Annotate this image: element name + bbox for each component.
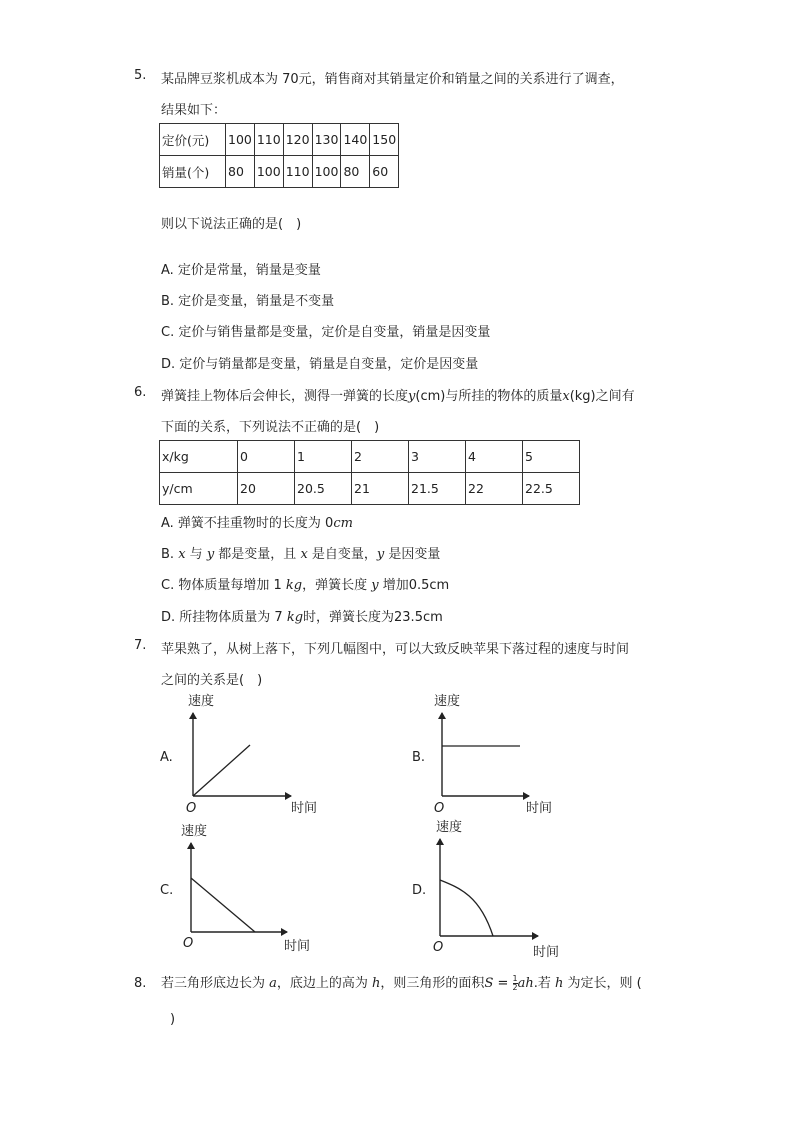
table-cell: 4 <box>466 441 523 473</box>
q6-option-c-unit: kg <box>285 578 303 593</box>
table-cell: 21.5 <box>409 473 466 505</box>
table-cell: 22.5 <box>523 473 580 505</box>
graph-origin-label: O <box>186 801 197 816</box>
table-cell: 20 <box>238 473 295 505</box>
q6-number: 6. <box>134 385 147 400</box>
q6-option-c-text: ，弹簧长度 <box>302 578 372 593</box>
table-cell: 140 <box>341 124 370 156</box>
q6-option-d-text: D. 所挂物体质量为 7 <box>161 610 287 625</box>
q5-option-c[interactable]: C. 定价与销售量都是变量，定价是自变量，销量是因变量 <box>161 325 491 340</box>
graph-x-axis-label: 时间 <box>291 801 318 816</box>
table-cell: 80 <box>341 156 370 188</box>
q5-option-d[interactable]: D. 定价与销量都是变量，销量是自变量，定价是因变量 <box>161 357 479 372</box>
graph-y-axis-label: 速度 <box>436 820 463 835</box>
q8-formula-ah: ah <box>517 976 534 991</box>
graph-curve <box>191 878 255 932</box>
table-cell: 60 <box>370 156 399 188</box>
q7-option-c-graph[interactable] <box>160 823 310 954</box>
q7-option-d-graph[interactable] <box>412 819 559 960</box>
table-cell: 100 <box>312 156 341 188</box>
q7-option-b-graph[interactable] <box>412 693 552 816</box>
q5-stem-line2: 结果如下： <box>161 103 227 118</box>
q8-var-a: a <box>269 976 277 991</box>
graph-y-axis-label: 速度 <box>434 694 461 709</box>
table-cell: 0 <box>238 441 295 473</box>
table-cell: 110 <box>254 124 283 156</box>
q8-stem-text: 若三角形底边长为 <box>161 976 270 991</box>
q6-option-c-text: C. 物体质量每增加 1 <box>161 578 286 593</box>
graph-y-axis-label: 速度 <box>188 694 215 709</box>
table-cell: 定价(元) <box>160 124 226 156</box>
table-cell: 销量(个) <box>160 156 226 188</box>
graph-curve <box>193 745 250 796</box>
table-cell: y/cm <box>160 473 238 505</box>
q6-option-b-label: B. <box>161 547 175 562</box>
q6-option-a-unit: cm <box>333 516 353 531</box>
q6-var-y: y <box>206 547 215 562</box>
q6-stem-text: (cm)与所挂的物体的质量 <box>415 389 563 404</box>
q8-stem-text: 为定长，则 ( <box>563 976 642 991</box>
q7-stem-line1: 苹果熟了，从树上落下，下列几幅图中，可以大致反映苹果下落过程的速度与时间 <box>161 642 630 657</box>
q6-stem-text: (kg)之间有 <box>569 389 635 404</box>
q5-option-a[interactable]: A. 定价是常量，销量是变量 <box>161 263 321 278</box>
q8-var-h: h <box>555 976 564 991</box>
q7-number: 7. <box>134 638 147 653</box>
table-cell: 2 <box>352 441 409 473</box>
table-cell: 1 <box>295 441 352 473</box>
table-cell: 100 <box>254 156 283 188</box>
q5-prompt: 则以下说法正确的是( ) <box>161 217 302 232</box>
q5-option-b[interactable]: B. 定价是变量，销量是不变量 <box>161 294 335 309</box>
q5-number: 5. <box>134 68 147 83</box>
q7-stem-line2: 之间的关系是( ) <box>161 673 263 688</box>
q6-option-b-text: 都是变量，且 <box>214 547 301 562</box>
graph-x-axis-label: 时间 <box>526 801 553 816</box>
table-cell: 80 <box>226 156 255 188</box>
fraction-numerator: 1 <box>512 974 518 983</box>
q7-option-a-graph[interactable] <box>160 693 317 816</box>
q6-option-b-text: 是自变量， <box>307 547 377 562</box>
option-label: C. <box>160 883 174 898</box>
q8-number: 8. <box>134 976 147 991</box>
table-cell: 110 <box>283 156 312 188</box>
q8-stem-line1 <box>161 972 642 992</box>
q5-stem-line1: 某品牌豆浆机成本为 70元，销售商对其销量定价和销量之间的关系进行了调查， <box>161 72 624 87</box>
q8-formula-s: S <box>484 976 494 991</box>
q8-stem-text: ，则三角形的面积 <box>380 976 485 991</box>
q8-stem-text: ，底边上的高为 <box>276 976 373 991</box>
graph-x-axis-label: 时间 <box>284 939 311 954</box>
table-cell: 100 <box>226 124 255 156</box>
option-label: A. <box>160 750 173 765</box>
graph-origin-label: O <box>183 936 194 951</box>
graph-curve <box>440 880 493 936</box>
graph-x-axis-label: 时间 <box>533 945 560 960</box>
option-label: B. <box>412 750 426 765</box>
q8-stem-line2: ) <box>170 1012 176 1027</box>
q6-var-y: y <box>371 578 379 593</box>
graph-origin-label: O <box>434 801 445 816</box>
table-cell: 22 <box>466 473 523 505</box>
q6-stem-text: 弹簧挂上物体后会伸长，测得一弹簧的长度 <box>161 389 409 404</box>
q6-option-a-text: A. 弹簧不挂重物时的长度为 0 <box>161 516 334 531</box>
q6-var-y: y <box>376 547 385 562</box>
q6-var-x: x <box>300 547 308 562</box>
q6-option-c-text: 增加0.5cm <box>378 578 450 593</box>
q6-var-x: x <box>178 547 186 562</box>
graph-origin-label: O <box>433 940 444 955</box>
table-cell: x/kg <box>160 441 238 473</box>
q8-stem-text: .若 <box>533 976 555 991</box>
q6-var-y: y <box>408 389 416 404</box>
q8-var-h: h <box>372 976 381 991</box>
q6-option-b-text: 是因变量 <box>384 547 441 562</box>
table-cell: 5 <box>523 441 580 473</box>
q6-option-b-text: 与 <box>185 547 207 562</box>
option-label: D. <box>412 883 427 898</box>
q6-option-d-text: 时，弹簧长度为23.5cm <box>303 610 443 625</box>
table-cell: 150 <box>370 124 399 156</box>
graph-y-axis-label: 速度 <box>181 824 208 839</box>
q8-formula-equals: = <box>493 976 513 991</box>
table-cell: 3 <box>409 441 466 473</box>
table-cell: 21 <box>352 473 409 505</box>
table-cell: 120 <box>283 124 312 156</box>
table-cell: 130 <box>312 124 341 156</box>
fraction-denominator: 2 <box>512 983 518 992</box>
q6-var-x: x <box>562 389 570 404</box>
table-cell: 20.5 <box>295 473 352 505</box>
q6-option-d-unit: kg <box>286 610 304 625</box>
q6-stem-line2: 下面的关系，下列说法不正确的是( ) <box>161 420 380 435</box>
